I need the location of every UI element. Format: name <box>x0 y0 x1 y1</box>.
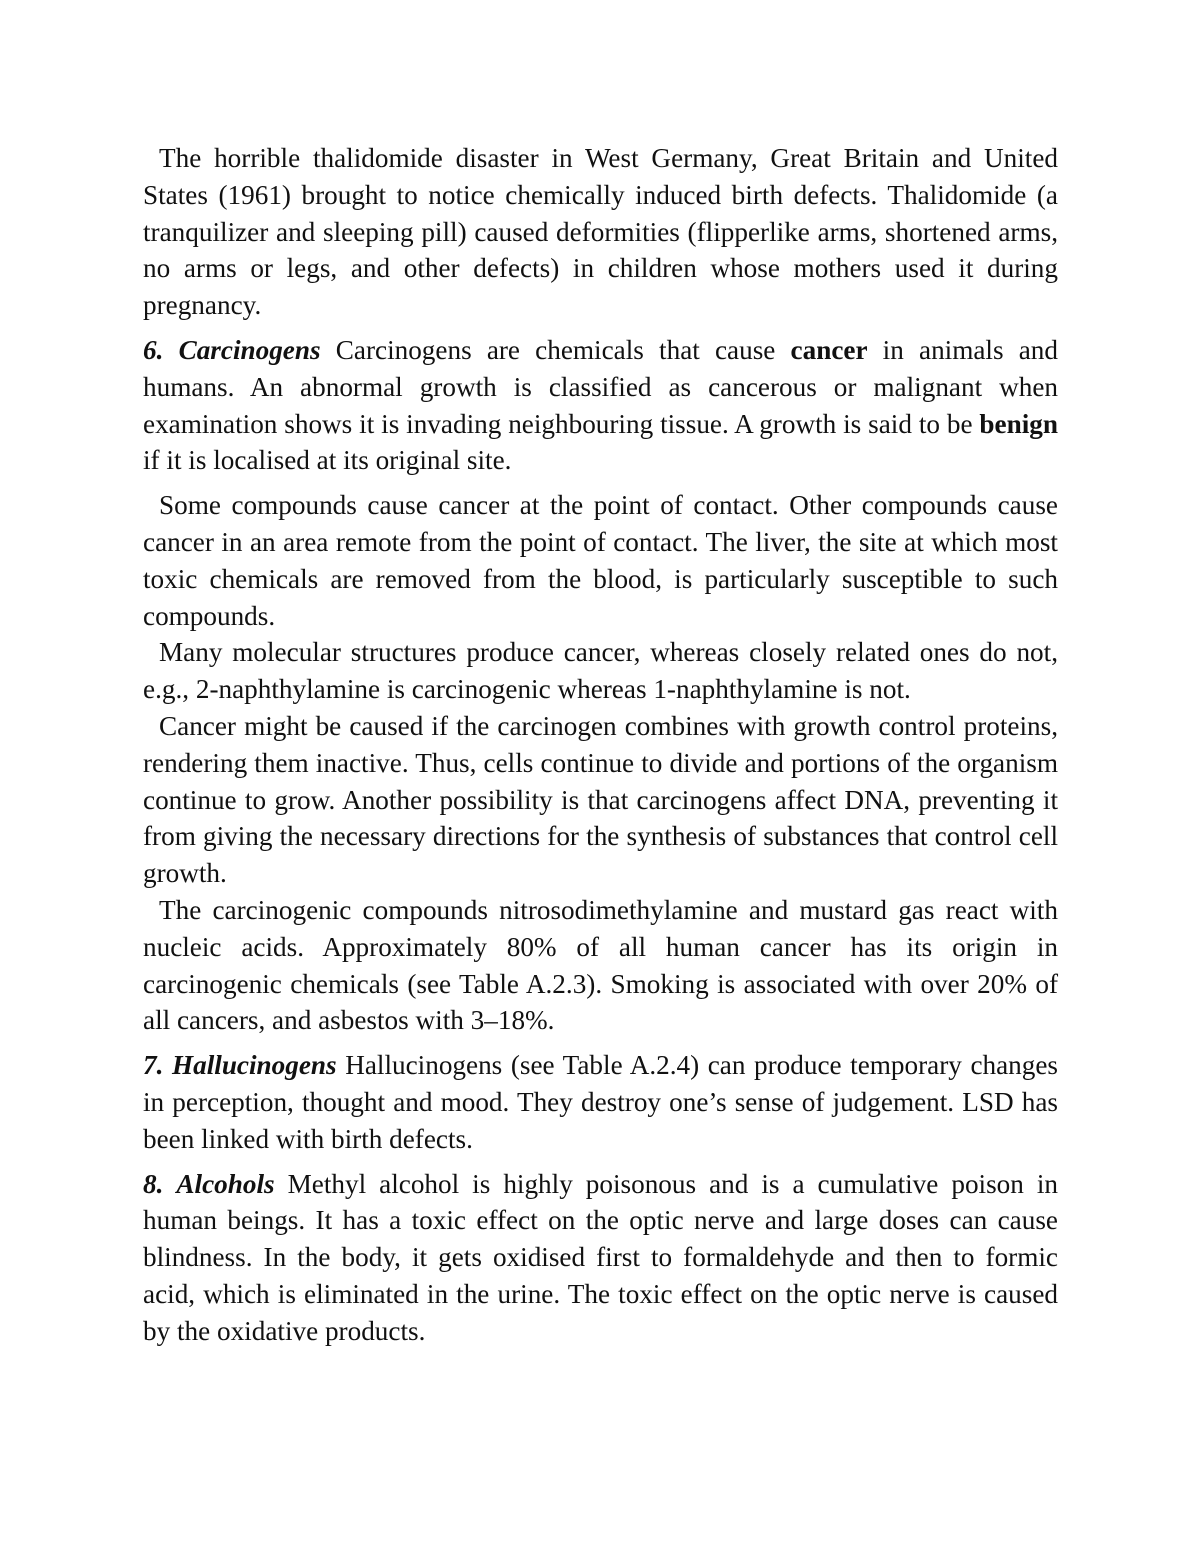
paragraph-text: if it is localised at its original site. <box>143 445 512 476</box>
paragraph-hallucinogens <box>143 1047 1058 1157</box>
bold-term-benign: benign <box>979 408 1058 439</box>
section-number: 6. <box>143 334 164 365</box>
paragraph-text: in animals and humans. An abnormal growth is classified as cancerous or malignant when examination shows it is invading neighbouring tissue. A growth is said to be <box>143 334 1058 439</box>
paragraph-nucleic-acids: The carcinogenic compounds nitrosodimethylamine and mustard gas react with nucleic acids. Approximately 80% of all human cancer has its origin in carcinogenic chemicals (see Table A.2.3). Smoking is associated with over 20% of all cancers, and asbestos with 3–18%. <box>143 894 1058 1036</box>
section-number: 7. <box>143 1050 164 1081</box>
paragraph-carcinogens <box>143 332 1058 479</box>
document-page <box>143 140 1058 1350</box>
paragraph-molecular-structures: Many molecular structures produce cancer, whereas closely related ones do not, e.g., 2-naphthylamine is carcinogenic whereas 1-naphthylamine is not. <box>143 637 1058 705</box>
section-heading-hallucinogens: Hallucinogens <box>171 1050 337 1081</box>
paragraph-growth-control: Cancer might be caused if the carcinogen combines with growth control proteins, rendering them inactive. Thus, cells continue to divide and portions of the organism continue to grow. Another possibility is that carcinogens affect DNA, preventing it from giving the necessary directions for the synthesis of substances that control cell growth. <box>143 710 1058 889</box>
section-heading-carcinogens: Carcinogens <box>178 334 321 365</box>
bold-term-cancer: cancer <box>790 334 868 365</box>
paragraph-contact: Some compounds cause cancer at the point of contact. Other compounds cause cancer in an area remote from the point of contact. The liver, the site at which most toxic chemicals are removed from the blood, is particularly susceptible to such compounds. <box>143 490 1058 631</box>
paragraph-text: Hallucinogens (see Table A.2.4) can produce temporary changes in perception, thought and mood. They destroy one’s sense of judgement. LSD has been linked with birth defects. <box>143 1050 1059 1154</box>
section-number: 8. <box>143 1168 164 1199</box>
paragraph-thalidomide: The horrible thalidomide disaster in West Germany, Great Britain and United States (1961) brought to notice chemically induced birth defects. Thalidomide (a tranquilizer and sleeping pill) caused deformities (flipperlike arms, shortened arms, no arms or legs, and other defects) in children whose mothers used it during pregnancy. <box>143 143 1058 321</box>
section-heading-alcohols: Alcohols <box>176 1168 275 1199</box>
paragraph-text: Methyl alcohol is highly poisonous and is a cumulative poison in human beings. It has a toxic effect on the optic nerve and large doses can cause blindness. In the body, it gets oxidised first to formaldehyde and then to formic acid, which is eliminated in the urine. The toxic effect on the optic nerve is caused by the oxidative products. <box>143 1168 1059 1346</box>
paragraph-alcohols <box>143 1166 1058 1350</box>
paragraph-text: Carcinogens are chemicals that cause <box>320 334 791 365</box>
